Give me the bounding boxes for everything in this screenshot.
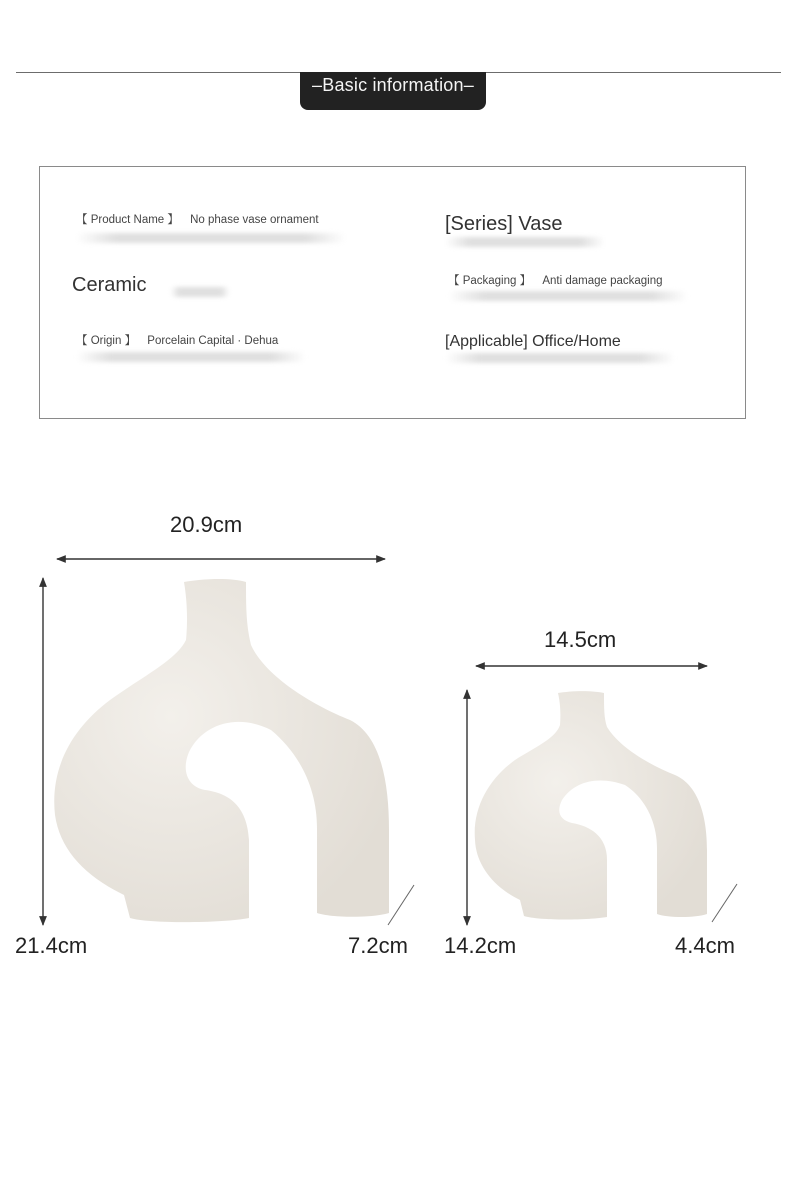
packaging-value: Anti damage packaging [542,275,663,287]
large-vase-body [54,579,389,922]
small-width-label: 14.5cm [544,627,617,652]
large-height-label: 21.4cm [15,933,88,958]
large-depth-label: 7.2cm [348,933,408,958]
large-width-label: 20.9cm [170,512,243,537]
packaging-key: 【 Packaging 】 [448,275,532,287]
origin-value: Porcelain Capital · Dehua [147,335,279,347]
applicable-text: [Applicable] Office/Home [445,333,621,350]
small-height-label: 14.2cm [444,933,517,958]
material-text: Ceramic [72,274,147,296]
depth-line [388,885,414,925]
section-badge: –Basic information– [300,72,486,110]
product-name-value: No phase vase ornament [190,214,319,226]
series-text: [Series] Vase [445,213,563,235]
depth-line [712,884,737,922]
small-vase-body [475,691,707,919]
small-vase [475,691,707,919]
origin-key: 【 Origin 】 [76,335,137,347]
small-depth-label: 4.4cm [675,933,735,958]
large-vase [54,579,389,922]
product-name-key: 【 Product Name 】 [76,214,179,226]
